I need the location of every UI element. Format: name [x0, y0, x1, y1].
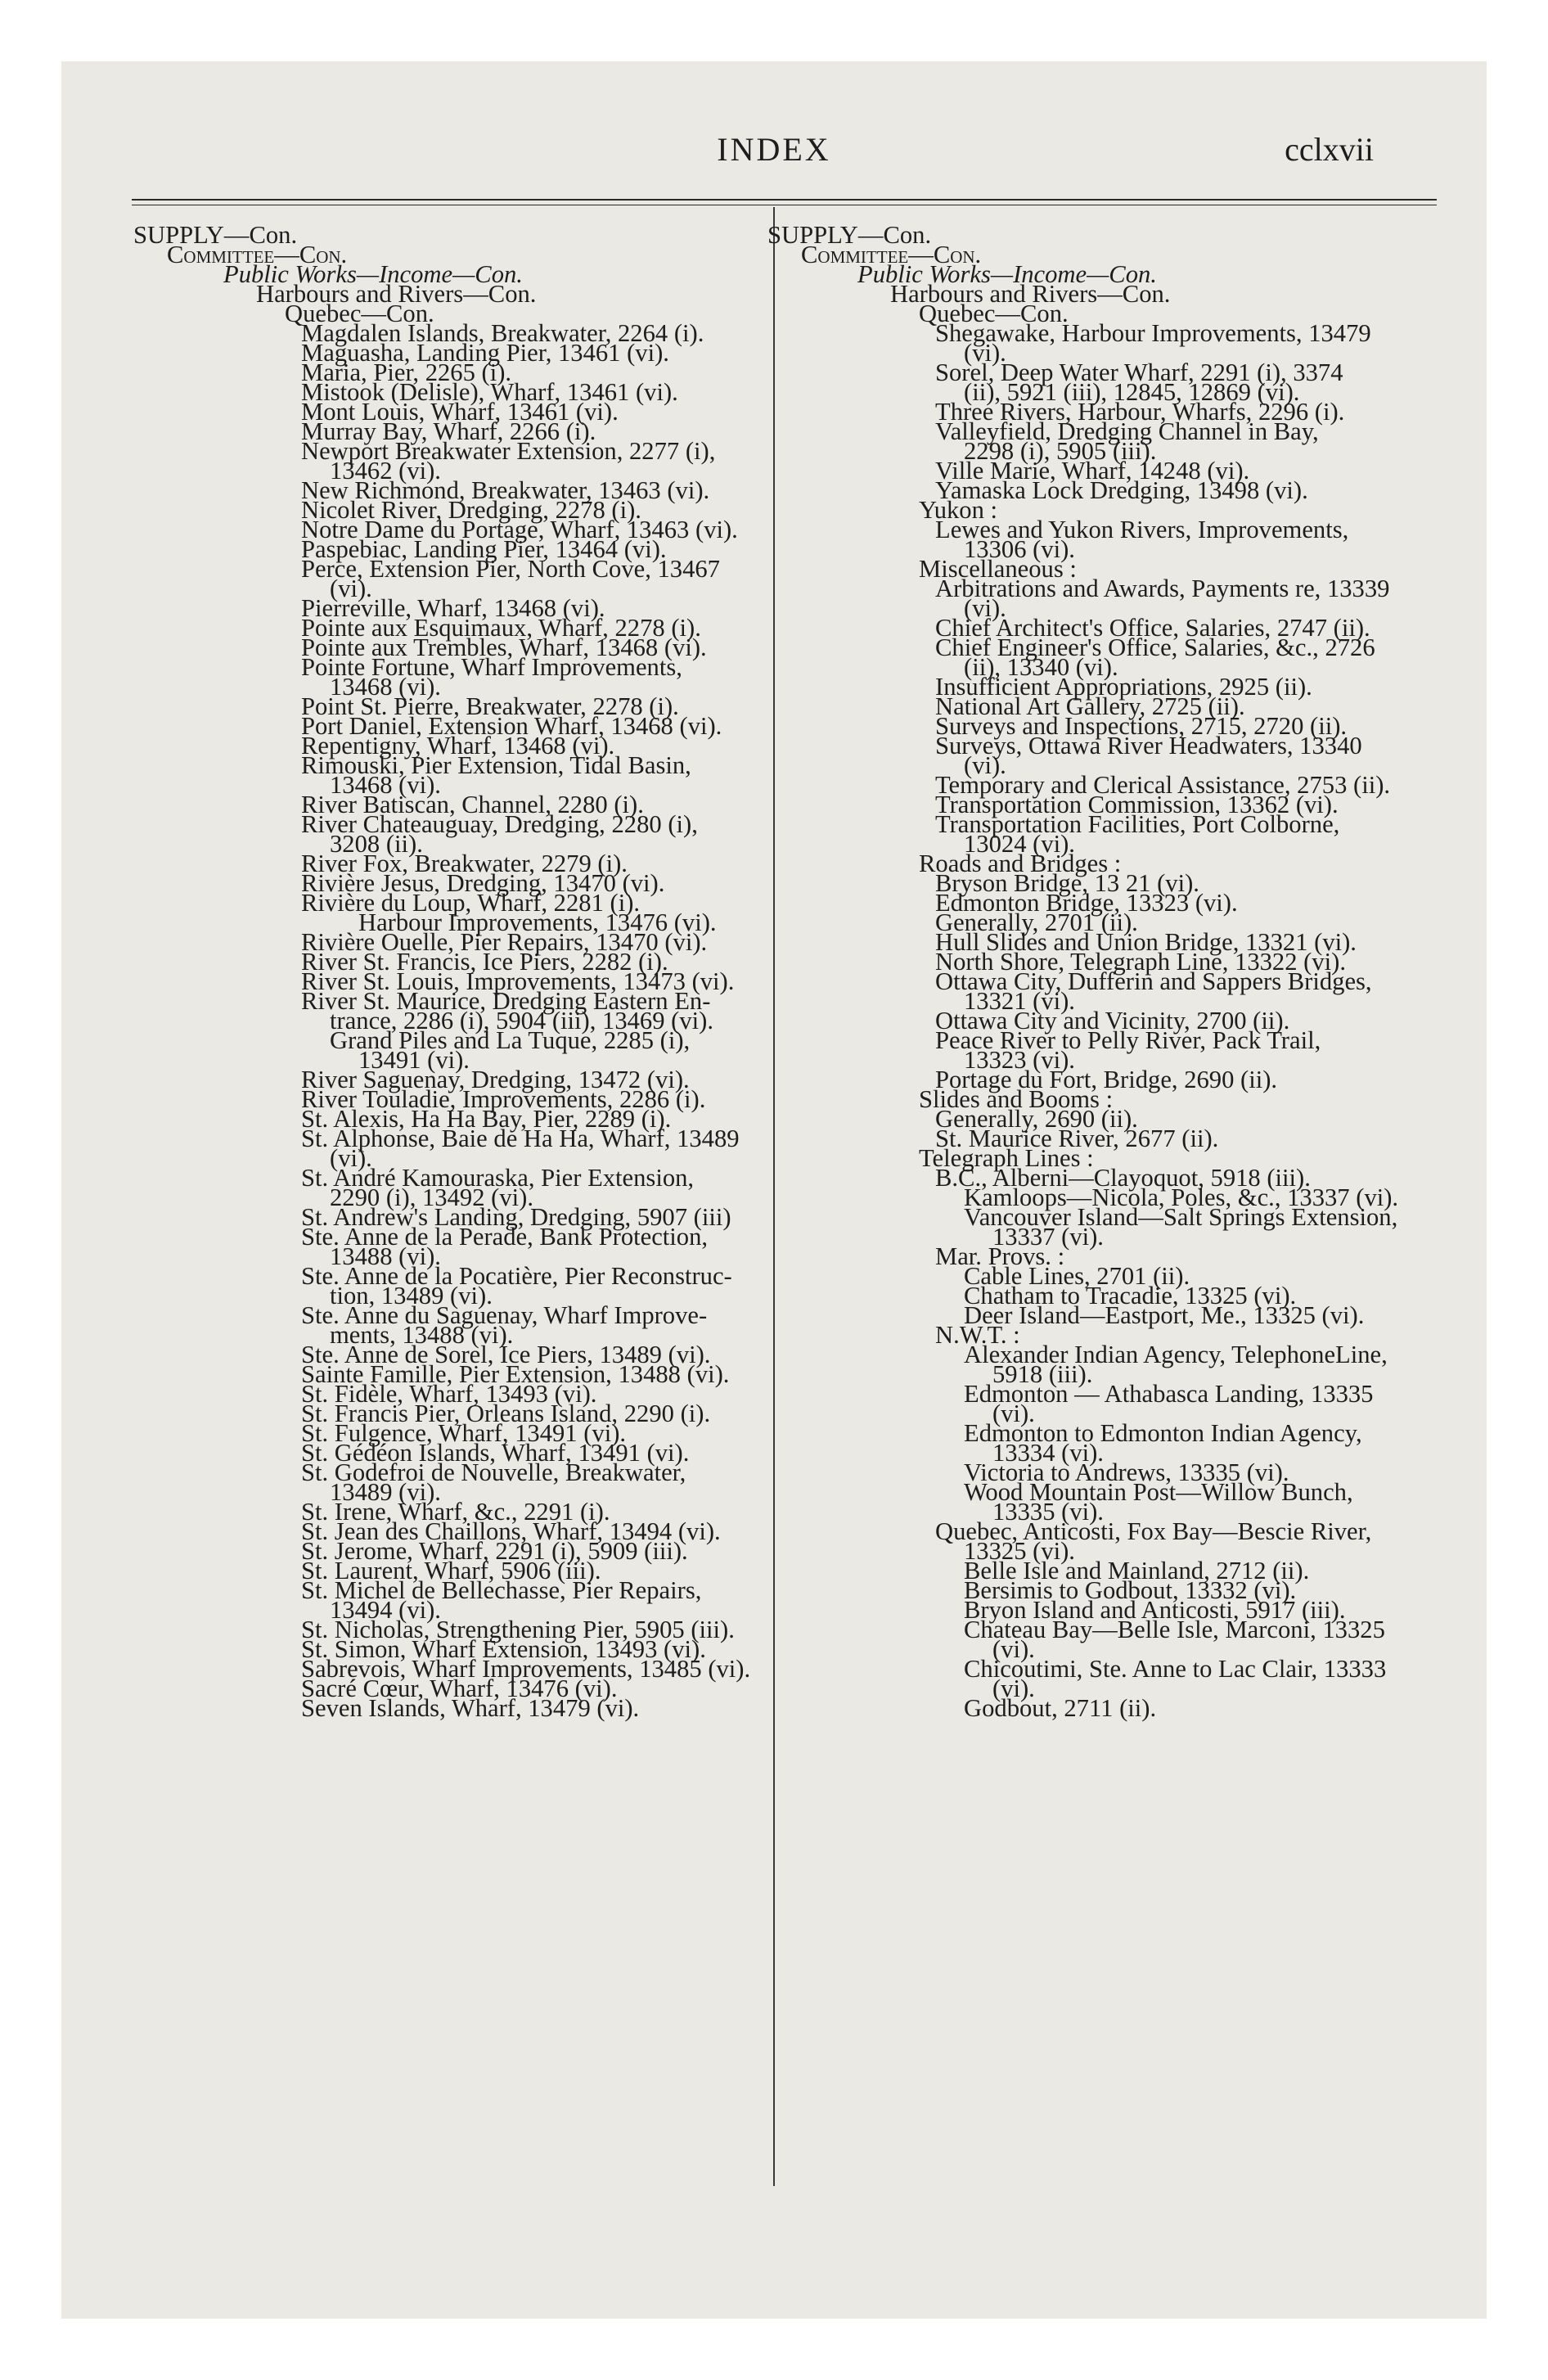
index-entry: 13491 (vi).	[358, 1046, 470, 1074]
index-entry: Sacré Cœur, Wharf, 13476 (vi).	[301, 1675, 618, 1702]
index-entry: St. Irene, Wharf, &c., 2291 (i).	[301, 1498, 610, 1526]
page-title: INDEX	[717, 131, 831, 168]
index-entry: Wood Mountain Post—Willow Bunch,	[964, 1478, 1353, 1506]
index-entry: Repentigny, Wharf, 13468 (vi).	[301, 732, 615, 760]
index-entry: Bryon Island and Anticosti, 5917 (iii).	[964, 1596, 1346, 1624]
index-entry: Paspebiac, Landing Pier, 13464 (vi).	[301, 535, 667, 563]
index-entry: Valleyfield, Dredging Channel in Bay,	[935, 417, 1319, 445]
index-entry: Temporary and Clerical Assistance, 2753 (ii).	[935, 771, 1391, 799]
index-entry: Generally, 2690 (ii).	[935, 1105, 1138, 1133]
index-entry: 13462 (vi).	[330, 457, 441, 485]
index-entry: 5918 (iii).	[992, 1360, 1093, 1388]
index-entry: Pointe aux Trembles, Wharf, 13468 (vi).	[301, 633, 707, 661]
index-entry: Belle Isle and Mainland, 2712 (ii).	[964, 1557, 1310, 1584]
index-entry: (vi).	[992, 1635, 1035, 1663]
index-entry: North Shore, Telegraph Line, 13322 (vi).	[935, 948, 1346, 976]
page-number: cclxvii	[1285, 131, 1374, 168]
index-entry: St. Gédéon Islands, Wharf, 13491 (vi).	[301, 1439, 690, 1467]
index-entry: Edmonton to Edmonton Indian Agency,	[964, 1419, 1362, 1447]
index-entry: (vi).	[330, 1144, 372, 1172]
index-entry: Yukon :	[919, 496, 998, 524]
index-entry: River Batiscan, Channel, 2280 (i).	[301, 791, 644, 818]
index-entry: Mistook (Delisle), Wharf, 13461 (vi).	[301, 378, 678, 406]
index-entry: Yamaska Lock Dredging, 13498 (vi).	[935, 476, 1308, 504]
index-entry: River Chateauguay, Dredging, 2280 (i),	[301, 810, 698, 838]
index-entry: Seven Islands, Wharf, 13479 (vi).	[301, 1694, 640, 1722]
left-column	[133, 221, 788, 1722]
index-entry: Maguasha, Landing Pier, 13461 (vi).	[301, 339, 669, 367]
index-entry: Chief Architect's Office, Salaries, 2747 (ii).	[935, 614, 1370, 642]
index-entry: Harbours and Rivers—Con.	[890, 280, 1171, 308]
index-entry: 13494 (vi).	[330, 1596, 441, 1624]
index-entry: 13024 (vi).	[964, 830, 1075, 858]
index-entry: (ii), 5921 (iii), 12845, 12869 (vi).	[964, 378, 1300, 406]
index-entry: Pierreville, Wharf, 13468 (vi).	[301, 594, 605, 622]
index-entry: Ste. Anne du Saguenay, Wharf Improve-	[301, 1301, 708, 1329]
index-entry: 13337 (vi).	[992, 1223, 1104, 1251]
page-header	[61, 61, 1487, 192]
index-entry: Quebec, Anticosti, Fox Bay—Bescie River,	[935, 1517, 1372, 1545]
index-entry: New Richmond, Breakwater, 13463 (vi).	[301, 476, 710, 504]
index-entry: Kamloops—Nicola, Poles, &c., 13337 (vi).	[964, 1183, 1399, 1211]
index-entry: Transportation Facilities, Port Colborne,	[935, 810, 1340, 838]
index-entry: Nicolet River, Dredging, 2278 (i).	[301, 496, 641, 524]
index-entry: Murray Bay, Wharf, 2266 (i).	[301, 417, 596, 445]
index-entry: Point St. Pierre, Breakwater, 2278 (i).	[301, 692, 679, 720]
index-entry: Chateau Bay—Belle Isle, Marconi, 13325	[964, 1616, 1385, 1643]
index-entry: River St. Francis, Ice Piers, 2282 (i).	[301, 948, 668, 976]
index-entry: St. Nicholas, Strengthening Pier, 5905 (iii).	[301, 1616, 735, 1643]
index-entry: ments, 13488 (vi).	[330, 1321, 514, 1349]
index-entry: River St. Louis, Improvements, 13473 (vi).	[301, 967, 735, 995]
index-entry: St. Simon, Wharf Extension, 13493 (vi).	[301, 1635, 706, 1663]
index-entry: Edmonton Bridge, 13323 (vi).	[935, 889, 1238, 917]
index-entry: St. Fidèle, Wharf, 13493 (vi).	[301, 1380, 597, 1408]
index-entry: Chicoutimi, Ste. Anne to Lac Clair, 13333	[964, 1655, 1387, 1683]
index-entry: 13306 (vi).	[964, 535, 1075, 563]
index-entry: trance, 2286 (i), 5904 (iii), 13469 (vi).	[330, 1007, 713, 1034]
index-entry: Hull Slides and Union Bridge, 13321 (vi).	[935, 928, 1357, 956]
index-entry: Godbout, 2711 (ii).	[964, 1694, 1157, 1722]
index-entry: Alexander Indian Agency, TelephoneLine,	[964, 1341, 1388, 1368]
index-entry: Rivière Jesus, Dredging, 13470 (vi).	[301, 869, 665, 897]
index-entry: Lewes and Yukon Rivers, Improvements,	[935, 516, 1349, 543]
index-entry: Notre Dame du Portage, Wharf, 13463 (vi).	[301, 516, 738, 543]
index-entry: tion, 13489 (vi).	[330, 1282, 493, 1309]
right-column	[767, 221, 1430, 1722]
index-entry: Sabrevois, Wharf Improvements, 13485 (vi).	[301, 1655, 751, 1683]
index-entry: Harbour Improvements, 13476 (vi).	[358, 908, 717, 936]
index-entry: Maria, Pier, 2265 (i).	[301, 358, 512, 386]
index-entry: St. Jean des Chaillons, Wharf, 13494 (vi).	[301, 1517, 721, 1545]
index-entry: 13489 (vi).	[330, 1478, 441, 1506]
index-entry: Harbours and Rivers—Con.	[256, 280, 537, 308]
index-entry: Perce, Extension Pier, North Cove, 13467	[301, 555, 720, 583]
index-entry: St. Godefroi de Nouvelle, Breakwater,	[301, 1458, 686, 1486]
index-entry: (vi).	[964, 751, 1006, 779]
index-entry: Chatham to Tracadie, 13325 (vi).	[964, 1282, 1297, 1309]
index-entry: (vi).	[992, 1675, 1035, 1702]
index-entry: B.C., Alberni—Clayoquot, 5918 (iii).	[935, 1164, 1311, 1192]
index-entry: Generally, 2701 (ii).	[935, 908, 1138, 936]
index-entry: Deer Island—Eastport, Me., 13325 (vi).	[964, 1301, 1365, 1329]
index-entry: 13321 (vi).	[964, 987, 1075, 1015]
index-entry: Rimouski, Pier Extension, Tidal Basin,	[301, 751, 691, 779]
index-entry: Ville Marie, Wharf, 14248 (vi).	[935, 457, 1250, 485]
index-entry: River Fox, Breakwater, 2279 (i).	[301, 850, 628, 877]
index-entry: Three Rivers, Harbour, Wharfs, 2296 (i).	[935, 398, 1345, 426]
index-entry: Slides and Booms :	[919, 1085, 1114, 1113]
index-entry: Surveys, Ottawa River Headwaters, 13340	[935, 732, 1362, 760]
index-entry: (ii), 13340 (vi).	[964, 653, 1118, 681]
index-entry: 13468 (vi).	[330, 673, 441, 701]
index-entry: Bryson Bridge, 13 21 (vi).	[935, 869, 1199, 897]
index-entry: Portage du Fort, Bridge, 2690 (ii).	[935, 1066, 1278, 1093]
index-entry: Quebec—Con.	[285, 300, 434, 327]
index-entry: Sainte Famille, Pier Extension, 13488 (vi).	[301, 1360, 730, 1388]
index-entry: St. Maurice River, 2677 (ii).	[935, 1125, 1219, 1152]
index-entry: St. Laurent, Wharf, 5906 (iii).	[301, 1557, 601, 1584]
index-entry: 13334 (vi).	[992, 1439, 1104, 1467]
index-entry: Ottawa City and Vicinity, 2700 (ii).	[935, 1007, 1290, 1034]
index-entry: Cable Lines, 2701 (ii).	[964, 1262, 1190, 1290]
index-entry: Insufficient Appropriations, 2925 (ii).	[935, 673, 1312, 701]
index-entry: Port Daniel, Extension Wharf, 13468 (vi).	[301, 712, 722, 740]
index-entry: N.W.T. :	[935, 1321, 1020, 1349]
index-entry: Roads and Bridges :	[919, 850, 1122, 877]
index-entry: SUPPLY—Con.	[767, 221, 932, 249]
index-entry: Quebec—Con.	[919, 300, 1069, 327]
index-entry: St. Andrew's Landing, Dredging, 5907 (iii)	[301, 1203, 731, 1231]
index-entry: 13468 (vi).	[330, 771, 441, 799]
index-entry: 2290 (i), 13492 (vi).	[330, 1183, 533, 1211]
index-entry: Victoria to Andrews, 13335 (vi).	[964, 1458, 1289, 1486]
index-entry: Sorel, Deep Water Wharf, 2291 (i), 3374	[935, 358, 1343, 386]
index-entry: St. Alphonse, Baie de Ha Ha, Wharf, 13489	[301, 1125, 740, 1152]
index-entry: 13335 (vi).	[992, 1498, 1104, 1526]
index-entry: St. André Kamouraska, Pier Extension,	[301, 1164, 695, 1192]
index-entry: (vi).	[330, 575, 372, 602]
index-entry: Transportation Commission, 13362 (vi).	[935, 791, 1339, 818]
index-entry: Vancouver Island—Salt Springs Extension,	[964, 1203, 1398, 1231]
index-entry: Public Works—Income—Con.	[857, 260, 1157, 288]
index-entry: Ste. Anne de la Perade, Bank Protection,	[301, 1223, 709, 1251]
index-entry: Committee—Con.	[167, 241, 348, 268]
index-entry: Surveys and Inspections, 2715, 2720 (ii).	[935, 712, 1348, 740]
header-rule	[132, 199, 1437, 201]
index-entry: Magdalen Islands, Breakwater, 2264 (i).	[301, 319, 704, 347]
index-entry: St. Alexis, Ha Ha Bay, Pier, 2289 (i).	[301, 1105, 672, 1133]
index-entry: Arbitrations and Awards, Payments re, 13339	[935, 575, 1390, 602]
index-entry: Public Works—Income—Con.	[223, 260, 523, 288]
index-entry: River Touladie, Improvements, 2286 (i).	[301, 1085, 706, 1113]
index-entry: St. Fulgence, Wharf, 13491 (vi).	[301, 1419, 627, 1447]
index-entry: Newport Breakwater Extension, 2277 (i),	[301, 437, 716, 465]
index-entry: (vi).	[964, 594, 1006, 622]
index-entry: (vi).	[964, 339, 1006, 367]
index-entry: 13488 (vi).	[330, 1242, 441, 1270]
index-entry: St. Jerome, Wharf, 2291 (i), 5909 (iii).	[301, 1537, 688, 1565]
index-entry: Chief Engineer's Office, Salaries, &c., 2726	[935, 633, 1375, 661]
document-page	[61, 61, 1487, 2319]
index-entry: River St. Maurice, Dredging Eastern En-	[301, 987, 711, 1015]
index-entry: 2298 (i), 5905 (iii).	[964, 437, 1157, 465]
index-entry: Committee—Con.	[801, 241, 982, 268]
index-entry: 13325 (vi).	[964, 1537, 1075, 1565]
index-entry: Grand Piles and La Tuque, 2285 (i),	[330, 1026, 691, 1054]
index-entry: Pointe Fortune, Wharf Improvements,	[301, 653, 682, 681]
index-entry: Shegawake, Harbour Improvements, 13479	[935, 319, 1371, 347]
index-entry: 3208 (ii).	[330, 830, 423, 858]
index-entry: Pointe aux Esquimaux, Wharf, 2278 (i).	[301, 614, 701, 642]
index-entry: National Art Gallery, 2725 (ii).	[935, 692, 1245, 720]
index-entry: Edmonton — Athabasca Landing, 13335	[964, 1380, 1374, 1408]
index-entry: Mont Louis, Wharf, 13461 (vi).	[301, 398, 619, 426]
index-entry: Rivière du Loup, Wharf, 2281 (i).	[301, 889, 641, 917]
index-entry: Ste. Anne de la Pocatière, Pier Reconstruc-	[301, 1262, 732, 1290]
index-entry: (vi).	[992, 1400, 1035, 1427]
index-entry: SUPPLY—Con.	[133, 221, 298, 249]
index-entry: Peace River to Pelly River, Pack Trail,	[935, 1026, 1321, 1054]
index-entry: River Saguenay, Dredging, 13472 (vi).	[301, 1066, 690, 1093]
index-entry: Ottawa City, Dufferin and Sappers Bridges,	[935, 967, 1372, 995]
index-entry: 13323 (vi).	[964, 1046, 1075, 1074]
index-entry: Bersimis to Godbout, 13332 (vi).	[964, 1576, 1297, 1604]
index-entry: Ste. Anne de Sorel, Ice Piers, 13489 (vi).	[301, 1341, 711, 1368]
index-entry: St. Michel de Bellechasse, Pier Repairs,	[301, 1576, 702, 1604]
index-entry: Telegraph Lines :	[919, 1144, 1094, 1172]
index-entry: Miscellaneous :	[919, 555, 1077, 583]
index-entry: Mar. Provs. :	[935, 1242, 1065, 1270]
index-entry: Rivière Ouelle, Pier Repairs, 13470 (vi).	[301, 928, 708, 956]
index-entry: St. Francis Pier, Orleans Island, 2290 (i).	[301, 1400, 711, 1427]
